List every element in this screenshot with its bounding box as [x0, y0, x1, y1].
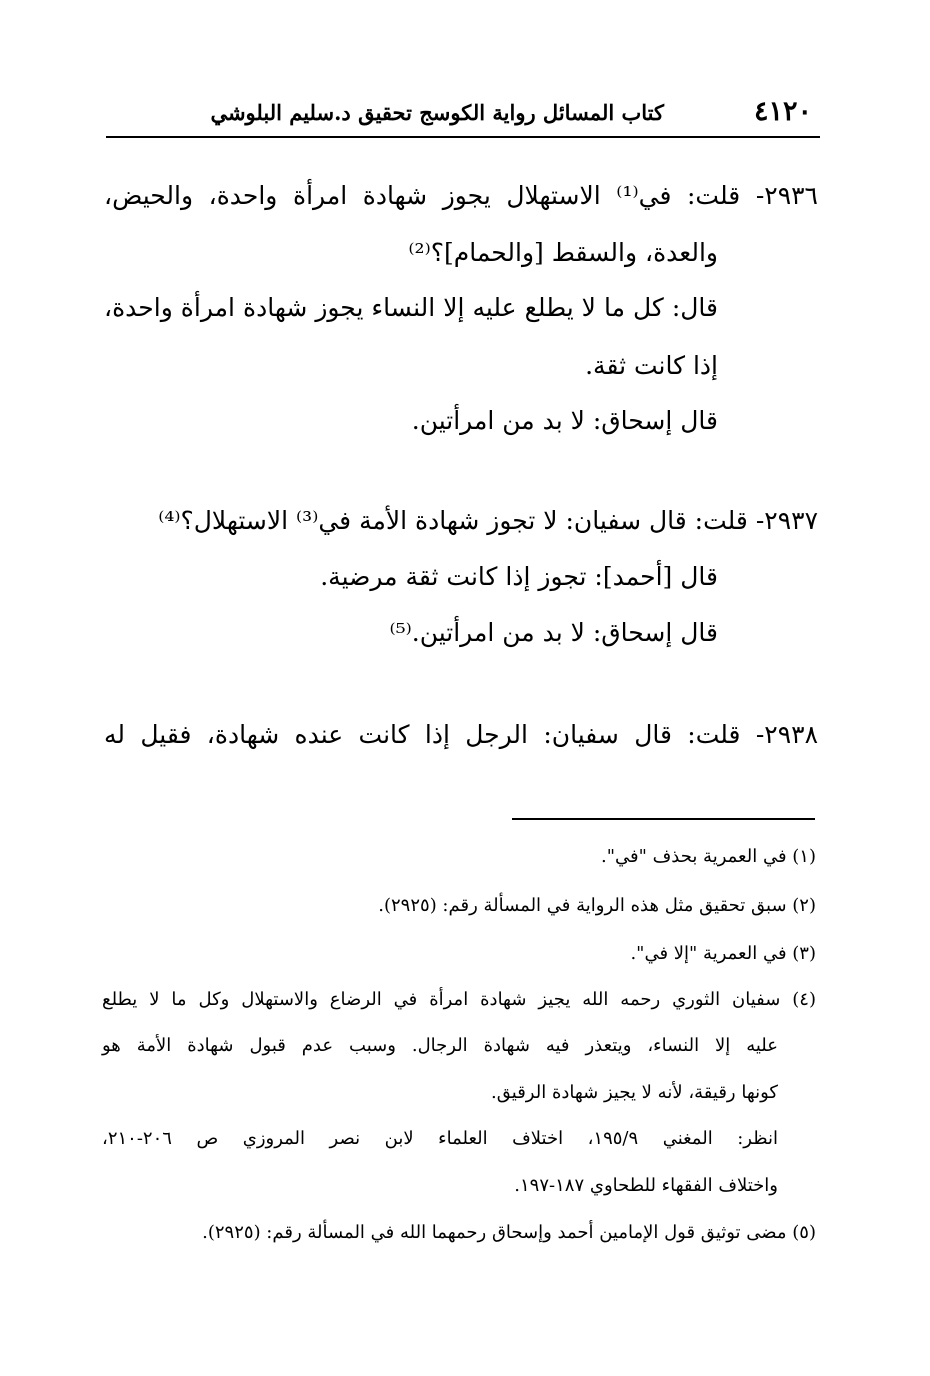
footnote-1: (١) في العمرية بحذف "في". — [600, 846, 816, 867]
issue-2936-answer-line-2: إذا كانت ثقة. — [585, 351, 718, 380]
page-number: ٤١٢٠ — [753, 96, 812, 127]
footnote-4-line-3: كونها رقيقة، لأنه لا يجيز شهادة الرقيق. — [491, 1082, 778, 1103]
issue-2937-ahmad: قال [أحمد]: تجوز إذا كانت ثقة مرضية. — [320, 562, 718, 591]
issue-text: قلت: قال سفيان: الرجل إذا كانت عنده شهادة، فقيل له — [104, 720, 741, 749]
issue-2936-line-2: والعدة، والسقط [والحمام]؟⁽²⁾ — [408, 238, 718, 267]
issue-number: ٢٩٣٧- — [755, 506, 818, 535]
issue-2936-ishaq: قال إسحاق: لا بد من امرأتين. — [411, 406, 718, 435]
issue-2937-ishaq: قال إسحاق: لا بد من امرأتين.⁽⁵⁾ — [389, 618, 718, 647]
issue-2937-line-1 — [158, 508, 818, 533]
issue-text: قلت: في⁽¹⁾ الاستهلال يجوز شهادة امرأة واحدة، والحيض، — [104, 181, 741, 210]
issue-2936-line-1 — [104, 183, 818, 208]
footnote-rule — [512, 818, 815, 820]
footnote-4-line-5: واختلاف الفقهاء للطحاوي ١٨٧-١٩٧. — [514, 1175, 778, 1196]
running-title: كتاب المسائل رواية الكوسج تحقيق د.سليم البلوشي — [210, 100, 664, 125]
issue-text: قلت: قال سفيان: لا تجوز شهادة الأمة في⁽³⁾ الاستهلال؟⁽⁴⁾ — [158, 506, 748, 535]
footnote-4-line-2: عليه إلا النساء، ويتعذر فيه شهادة الرجال. وسبب عدم قبول شهادة الأمة هو — [102, 1035, 778, 1056]
issue-number: ٢٩٣٦- — [755, 181, 818, 210]
page-header — [106, 96, 820, 138]
issue-2936-answer-line-1: قال: كل ما لا يطلع عليه إلا النساء يجوز شهادة امرأة واحدة، — [104, 293, 718, 322]
footnote-4-line-4: انظر: المغني ١٩٥/٩، اختلاف العلماء لابن نصر المروزي ص ٢٠٦-٢١٠، — [102, 1128, 778, 1149]
footnote-5: (٥) مضى توثيق قول الإمامين أحمد وإسحاق رحمهما الله في المسألة رقم: (٢٩٢٥). — [202, 1222, 816, 1243]
footnote-2: (٢) سبق تحقيق مثل هذه الرواية في المسألة رقم: (٢٩٢٥). — [378, 895, 816, 916]
footnote-3: (٣) في العمرية "إلا في". — [630, 943, 816, 964]
header-rule — [106, 136, 820, 138]
footnote-4-line-1: (٤) سفيان الثوري رحمه الله يجيز شهادة امرأة في الرضاع والاستهلال وكل ما لا يطلع — [102, 989, 816, 1010]
issue-number: ٢٩٣٨- — [755, 720, 818, 749]
issue-2938-line-1 — [104, 722, 818, 747]
